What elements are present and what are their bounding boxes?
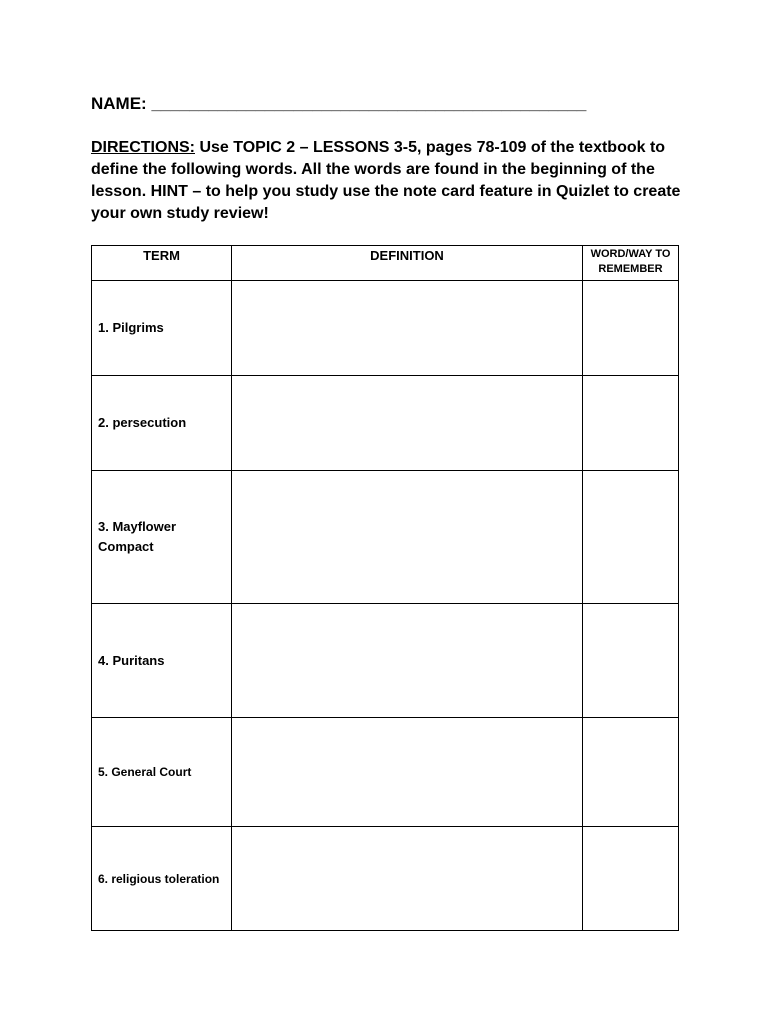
- column-header-term: TERM: [92, 246, 232, 281]
- table-row: [92, 827, 679, 931]
- vocabulary-table: [91, 245, 679, 931]
- column-header-definition: DEFINITION: [232, 246, 583, 281]
- name-label: NAME:: [91, 94, 147, 113]
- table-row: [92, 718, 679, 827]
- term-cell: 6. religious toleration: [92, 827, 232, 931]
- remember-cell[interactable]: [583, 718, 679, 827]
- table-row: [92, 376, 679, 471]
- remember-cell[interactable]: [583, 604, 679, 718]
- table-row: [92, 604, 679, 718]
- term-cell: 4. Puritans: [92, 604, 232, 718]
- column-header-remember: WORD/WAY TO REMEMBER: [583, 246, 679, 281]
- name-line: [91, 94, 586, 114]
- remember-cell[interactable]: [583, 471, 679, 604]
- term-cell: 3. Mayflower Compact: [92, 471, 232, 604]
- remember-cell[interactable]: [583, 827, 679, 931]
- remember-cell[interactable]: [583, 281, 679, 376]
- definition-cell[interactable]: [232, 471, 583, 604]
- remember-cell[interactable]: [583, 376, 679, 471]
- term-cell: 2. persecution: [92, 376, 232, 471]
- name-blank[interactable]: ______________________________________________: [151, 94, 587, 113]
- directions-label: DIRECTIONS:: [91, 139, 195, 156]
- table-row: [92, 281, 679, 376]
- definition-cell[interactable]: [232, 281, 583, 376]
- table-header-row: [92, 246, 679, 281]
- definition-cell[interactable]: [232, 718, 583, 827]
- directions: [91, 137, 691, 225]
- definition-cell[interactable]: [232, 827, 583, 931]
- directions-text: Use TOPIC 2 – LESSONS 3-5, pages 78-109 of the textbook to define the following words. All the words are found in the beginning of the lesson. HINT – to help you study use the note card feature in Quizlet to create your own study review!: [91, 139, 681, 222]
- definition-cell[interactable]: [232, 376, 583, 471]
- term-cell: 5. General Court: [92, 718, 232, 827]
- table-row: [92, 471, 679, 604]
- definition-cell[interactable]: [232, 604, 583, 718]
- term-cell: 1. Pilgrims: [92, 281, 232, 376]
